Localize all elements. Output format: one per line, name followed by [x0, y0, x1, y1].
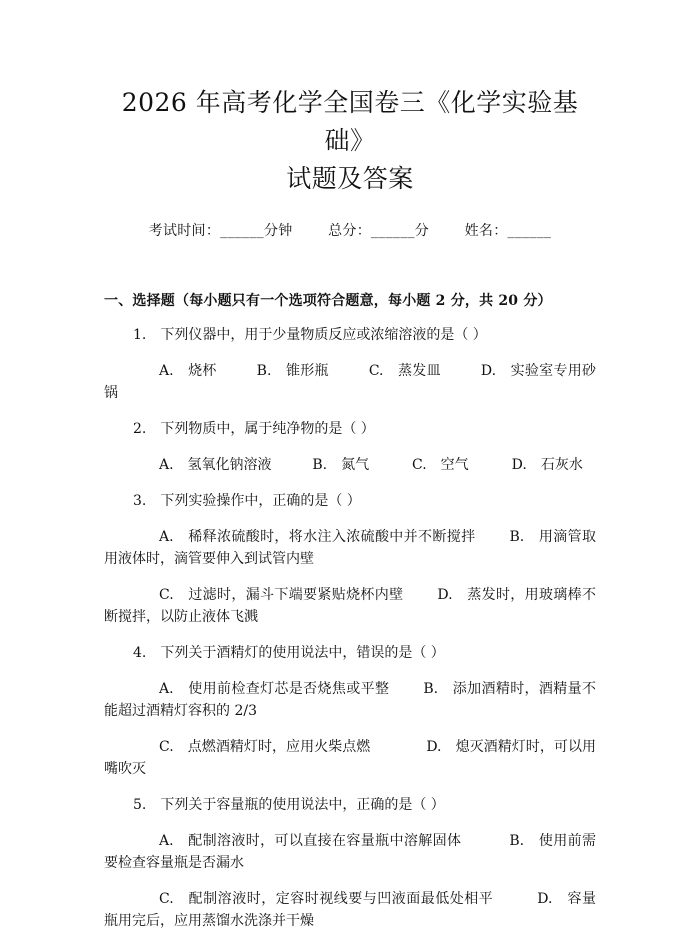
option-a: A. 氢氧化钠溶液 [159, 457, 272, 473]
exam-time: 考试时间：______分钟 [148, 223, 293, 239]
question-options-ab [104, 526, 596, 570]
option-d: D. 熄灭酒精灯时，可以用嘴吹灭 [104, 739, 596, 777]
question-options-cd [104, 584, 596, 628]
question-options-cd [104, 736, 596, 780]
question-stem: 1. 下列仪器中，用于少量物质反应或浓缩溶液的是（ ） [133, 327, 487, 343]
question-1 [104, 324, 596, 404]
title-line-2: 试题及答案 [286, 164, 414, 193]
option-a: A. 配制溶液时，可以直接在容量瓶中溶解固体 [159, 833, 462, 849]
option-b: B. 用滴管取用液体时，滴管要伸入到试管内壁 [104, 529, 596, 567]
question-stem: 3. 下列实验操作中，正确的是（ ） [133, 493, 361, 509]
question-options-ab [104, 678, 596, 722]
option-a: A. 使用前检查灯芯是否烧焦或平整 [159, 681, 390, 697]
question-2 [104, 418, 596, 476]
option-a: A. 烧杯 [159, 363, 217, 379]
option-d: D. 实验室专用砂锅 [104, 363, 596, 401]
question-options [104, 454, 596, 476]
question-stem: 4. 下列关于酒精灯的使用说法中，错误的是（ ） [133, 645, 445, 661]
option-c: C. 配制溶液时，定容时视线要与凹液面最低处相平 [159, 891, 494, 907]
student-name: 姓名：______ [464, 223, 552, 239]
exam-title [104, 0, 596, 198]
question-5 [104, 794, 596, 932]
question-options [104, 360, 596, 404]
option-c: C. 点燃酒精灯时，应用火柴点燃 [159, 739, 371, 755]
option-a: A. 稀释浓硫酸时，将水注入浓硫酸中并不断搅拌 [159, 529, 476, 545]
option-c: C. 过滤时，漏斗下端要紧贴烧杯内壁 [159, 587, 404, 603]
option-d: D. 容量瓶用完后，应用蒸馏水洗涤并干燥 [104, 891, 596, 929]
exam-info [104, 220, 596, 240]
question-stem: 5. 下列关于容量瓶的使用说法中，正确的是（ ） [133, 797, 445, 813]
option-c: C. 空气 [412, 457, 469, 473]
title-line-1: 2026 年高考化学全国卷三《化学实验基础》 [121, 88, 579, 155]
question-stem: 2. 下列物质中，属于纯净物的是（ ） [133, 421, 375, 437]
option-b: B. 使用前需要检查容量瓶是否漏水 [104, 833, 596, 871]
question-options-cd [104, 888, 596, 932]
option-b: B. 锥形瓶 [256, 363, 329, 379]
option-b: B. 添加酒精时，酒精量不能超过酒精灯容积的 2/3 [104, 681, 596, 719]
question-3 [104, 490, 596, 628]
option-b: B. 氮气 [312, 457, 370, 473]
option-d: D. 石灰水 [511, 457, 583, 473]
exam-score: 总分：______分 [328, 223, 430, 239]
section-heading: 一、选择题（每小题只有一个选项符合题意，每小题 2 分，共 20 分） [104, 293, 552, 309]
option-d: D. 蒸发时，用玻璃棒不断搅拌，以防止液体飞溅 [104, 587, 596, 625]
question-options-ab [104, 830, 596, 874]
question-4 [104, 642, 596, 780]
option-c: C. 蒸发皿 [368, 363, 441, 379]
